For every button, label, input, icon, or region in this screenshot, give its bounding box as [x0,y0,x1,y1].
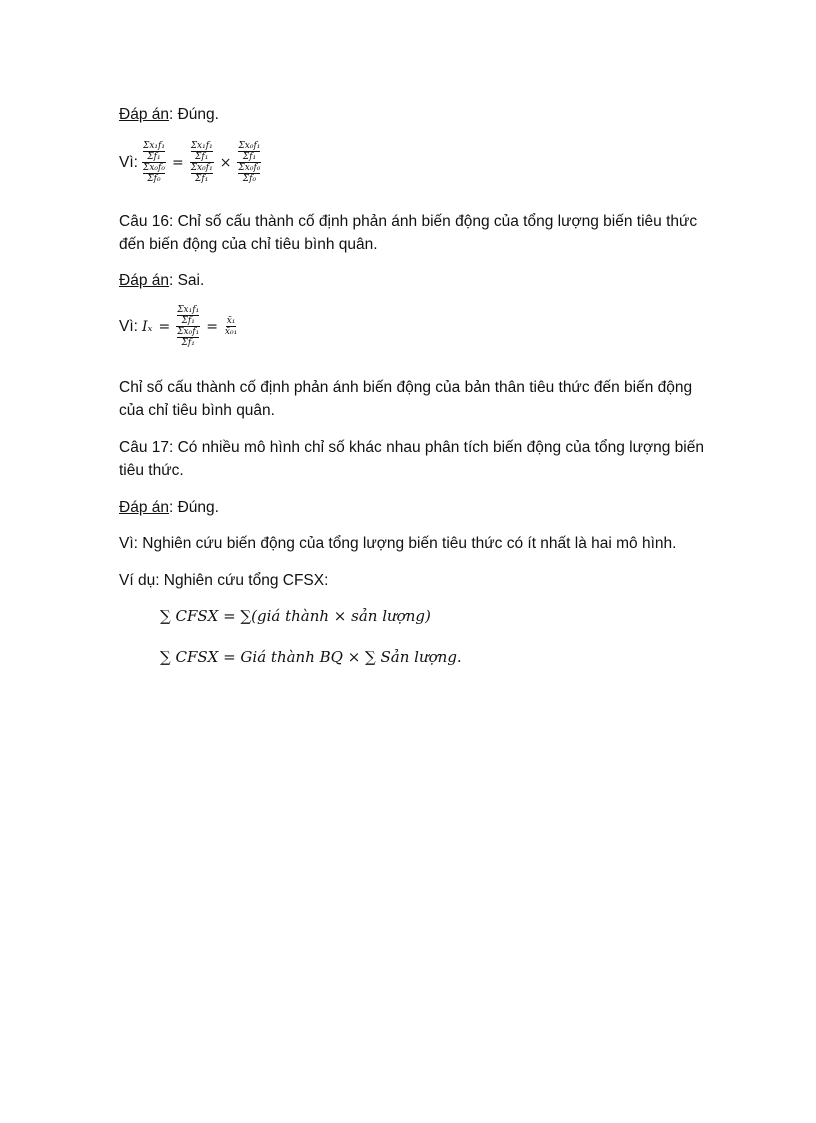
formula-2-fraction-b: $\frac{\text{x̄₁}}{\text{x̄₀₁}}$ [224,316,238,337]
answer-value: : Đúng. [168,106,219,123]
cost-equation-2: ∑ CFSX = Giá thành BQ × ∑ Sản lượng. [160,648,462,666]
equals-sign: = [158,318,171,335]
index-symbol: Iₓ [141,318,153,335]
because-label: Vì: [119,317,138,335]
cost-equation-1: ∑ CFSX = ∑(giá thành × sản lượng) [160,607,431,625]
answer-line-1 [119,103,719,126]
answer-label: Đáp án [119,272,169,289]
question-16: Câu 16: Chỉ số cấu thành cố định phản ánh biến động của tổng lượng biến tiêu thức đến biến động của chỉ tiêu bình quân. [119,213,698,253]
formula-1-fraction-b: $\frac{\frac{\text{Σx₁f₁}}{\text{Σf₁}}}{\frac{\text{Σx₀f₁}}{\text{Σf₁}}}$ [190,141,213,184]
formula-2-fraction-a: $\frac{\frac{\text{Σx₁f₁}}{\text{Σf₁}}}{\frac{\text{Σx₀f₁}}{\text{Σf₁}}}$ [177,305,200,348]
formula-1-fraction-a: $\frac{\frac{\text{Σx₁f₁}}{\text{Σf₁}}}{\frac{\text{Σx₀f₀}}{\text{Σf₀}}}$ [142,141,165,184]
times-sign: × [219,154,232,171]
question-17: Câu 17: Có nhiều mô hình chỉ số khác nhau phân tích biến động của tổng lượng biến tiêu thức. [119,439,704,479]
equals-sign: = [171,154,184,171]
answer-value: : Đúng. [168,499,219,516]
answer-label: Đáp án [119,106,169,123]
formula-2 [119,305,238,348]
formula-1 [119,141,261,184]
answer-line-3 [119,496,719,519]
answer-line-2 [119,269,719,292]
answer-label: Đáp án [119,499,169,516]
equals-sign-2: = [206,318,218,335]
reason-17: Vì: Nghiên cứu biến động của tổng lượng biến tiêu thức có ít nhất là hai mô hình. [119,535,677,552]
explanation-16: Chỉ số cấu thành cố định phản ánh biến động của bản thân tiêu thức đến biến động của chỉ tiêu bình quân. [119,379,693,419]
example-label: Ví dụ: Nghiên cứu tổng CFSX: [119,572,329,589]
because-label: Vì: [119,153,138,171]
answer-value: : Sai. [168,272,205,289]
formula-1-fraction-c: $\frac{\frac{\text{Σx₀f₁}}{\text{Σf₁}}}{\frac{\text{Σx₀f₀}}{\text{Σf₀}}}$ [238,141,261,184]
